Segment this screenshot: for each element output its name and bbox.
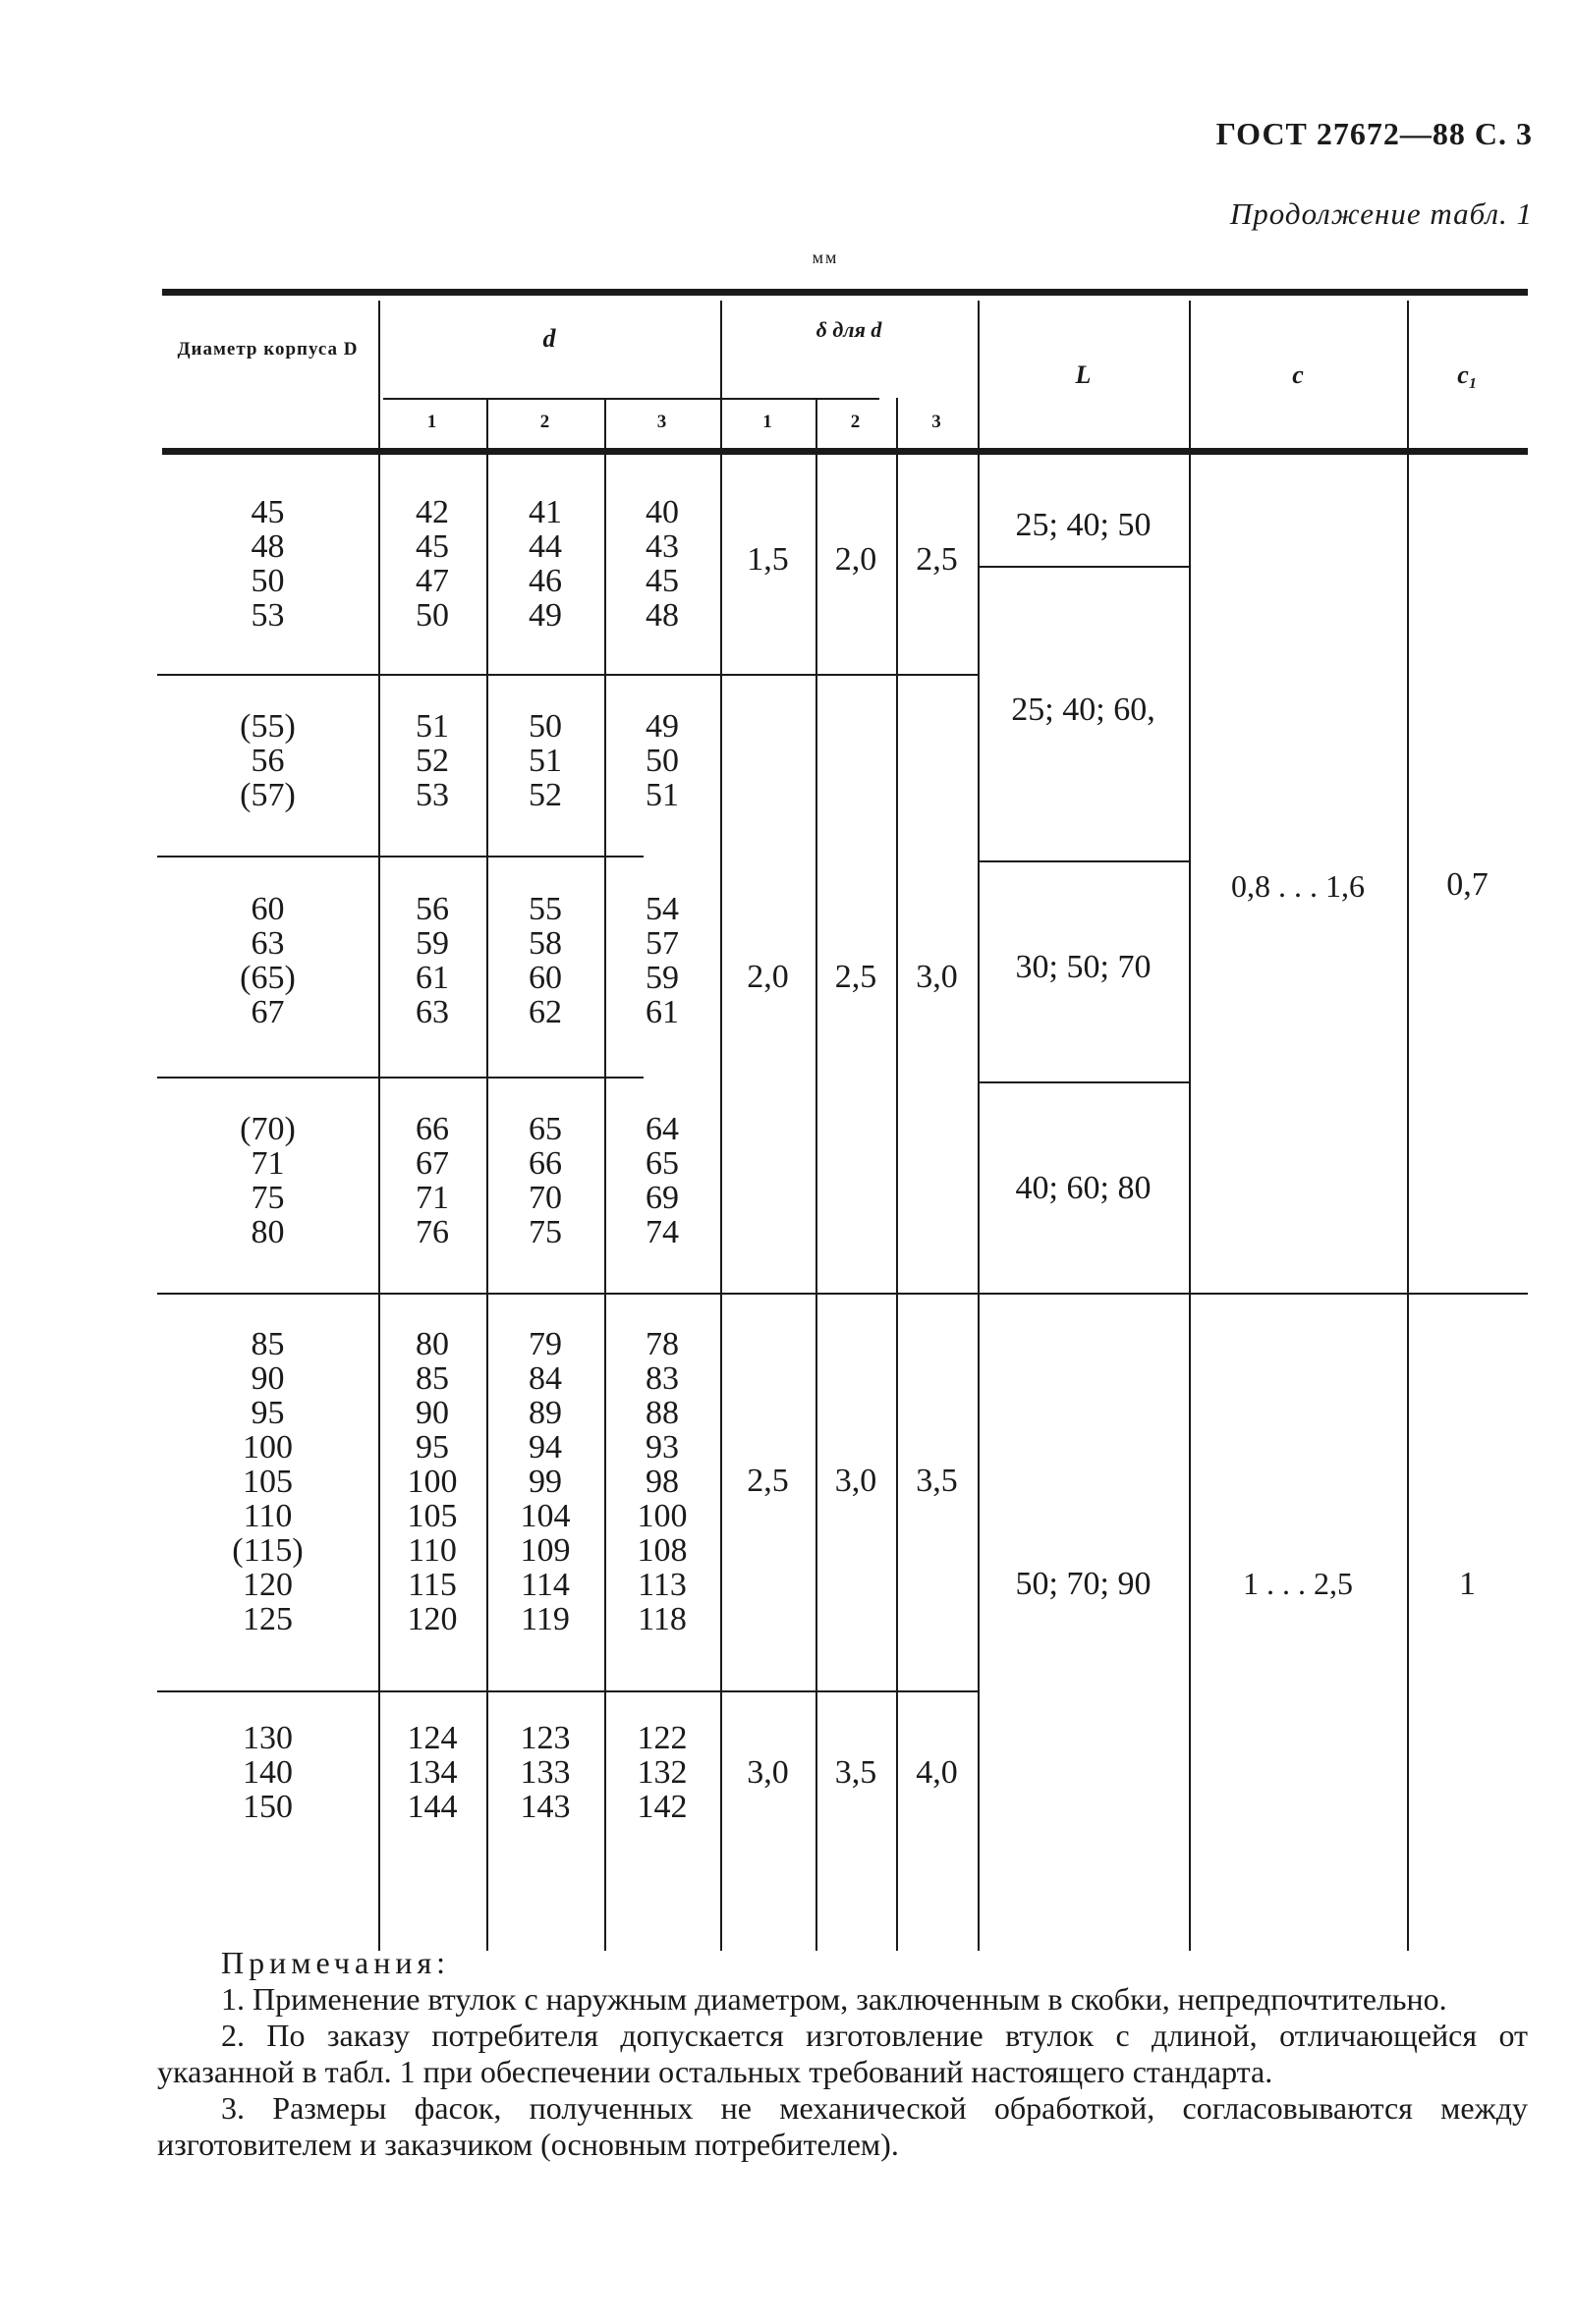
- group-0-d1: 42 45 47 50: [416, 494, 449, 634]
- header-delta-1: 1: [762, 412, 773, 432]
- c-value-0: 0,8 . . . 1,6: [1231, 868, 1365, 904]
- delta-row-2-col-2: 3,0: [834, 1463, 877, 1499]
- group-4-D: 85 90 95 100 105 110 (115) 120 125: [232, 1326, 304, 1637]
- group-2-d1: 56 59 61 63: [416, 891, 449, 1030]
- c-value-1: 1 . . . 2,5: [1243, 1566, 1353, 1601]
- table-continuation-label: Продолжение табл. 1: [1229, 196, 1533, 231]
- group-3-D: (70) 71 75 80: [240, 1111, 296, 1250]
- group-0-D: 45 48 50 53: [251, 494, 285, 634]
- note-3: 3. Размеры фасок, полученных не механической обработкой, согласовываются между изготовителем и заказчиком (основным потребителем).: [157, 2090, 1528, 2162]
- unit-label: мм: [812, 248, 839, 267]
- delta-row-3-col-3: 4,0: [916, 1754, 958, 1791]
- header-d: d: [542, 324, 556, 353]
- group-3-d1: 66 67 71 76: [416, 1111, 449, 1250]
- delta-row-1-col-3: 3,0: [916, 959, 958, 995]
- note-2: 2. По заказу потребителя допускается изготовление втулок с длиной, отличающейся от указанной в табл. 1 при обеспечении остальных требований настоящего стандарта.: [157, 2018, 1528, 2089]
- header-delta-3: 3: [931, 412, 942, 432]
- header-d-3: 3: [656, 412, 668, 432]
- dimensions-table: [157, 281, 1528, 1951]
- group-3-d2: 65 66 70 75: [529, 1111, 562, 1250]
- group-2-d2: 55 58 60 62: [529, 891, 562, 1030]
- group-2-d3: 54 57 59 61: [646, 891, 679, 1030]
- group-3-d3: 64 65 69 74: [646, 1111, 679, 1250]
- group-5-D: 130 140 150: [243, 1720, 293, 1825]
- group-4-d3: 78 83 88 93 98 100 108 113 118: [637, 1326, 688, 1637]
- L-value-0: 25; 40; 50: [1015, 507, 1152, 543]
- L-value-1: 25; 40; 60,: [1011, 692, 1155, 728]
- delta-row-0-col-1: 1,5: [747, 541, 789, 578]
- delta-row-0-col-3: 2,5: [916, 541, 958, 578]
- group-1-d1: 51 52 53: [416, 708, 449, 813]
- group-4-d1: 80 85 90 95 100 105 110 115 120: [407, 1326, 458, 1637]
- header-d-1: 1: [426, 412, 438, 432]
- group-0-d3: 40 43 45 48: [646, 494, 679, 634]
- note-1: 1. Применение втулок с наружным диаметром, заключенным в скобки, непредпочтительно.: [221, 1981, 1447, 2017]
- page-header: ГОСТ 27672—88 С. 3: [1215, 116, 1533, 151]
- delta-row-3-col-1: 3,0: [747, 1754, 789, 1791]
- header-delta: δ для d: [815, 317, 882, 342]
- group-5-d2: 123 133 143: [520, 1720, 571, 1825]
- group-0-d2: 41 44 46 49: [529, 494, 562, 634]
- header-c: c: [1292, 360, 1304, 389]
- group-2-D: 60 63 (65) 67: [240, 891, 296, 1030]
- group-1-D: (55) 56 (57): [240, 708, 296, 813]
- L-value-3: 40; 60; 80: [1015, 1170, 1152, 1206]
- group-1-d2: 50 51 52: [529, 708, 562, 813]
- notes-section: [157, 1945, 1528, 2163]
- L-value-2: 30; 50; 70: [1015, 949, 1152, 985]
- delta-row-2-col-3: 3,5: [916, 1463, 958, 1499]
- delta-row-1-col-2: 2,5: [834, 959, 877, 995]
- group-5-d1: 124 134 144: [407, 1720, 458, 1825]
- delta-row-1-col-1: 2,0: [747, 959, 789, 995]
- header-d-2: 2: [539, 412, 551, 432]
- delta-row-3-col-2: 3,5: [834, 1754, 877, 1791]
- header-c1: c₁: [1457, 360, 1478, 389]
- header-D: Диаметр корпуса D: [177, 339, 359, 360]
- delta-row-0-col-2: 2,0: [834, 541, 877, 578]
- c1-value-1: 1: [1459, 1566, 1476, 1602]
- header-L: L: [1075, 360, 1092, 389]
- L-value-4: 50; 70; 90: [1015, 1566, 1152, 1602]
- group-4-d2: 79 84 89 94 99 104 109 114 119: [520, 1326, 571, 1637]
- c1-value-0: 0,7: [1446, 866, 1489, 903]
- notes-title: Примечания:: [221, 1945, 451, 1980]
- delta-row-2-col-1: 2,5: [747, 1463, 789, 1499]
- table-top-rule: [162, 289, 1528, 296]
- group-1-d3: 49 50 51: [646, 708, 679, 813]
- group-5-d3: 122 132 142: [637, 1720, 688, 1825]
- header-delta-2: 2: [850, 412, 862, 432]
